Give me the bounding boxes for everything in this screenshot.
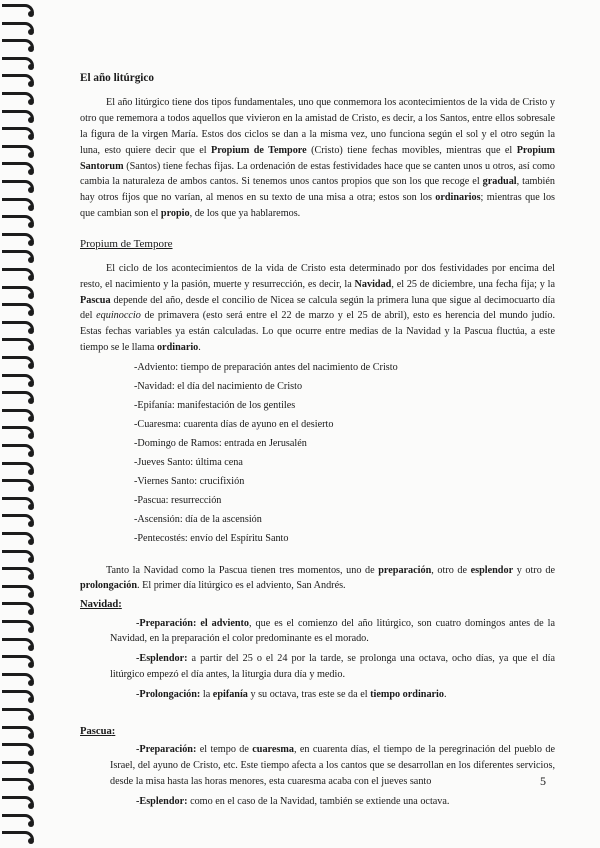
intro-paragraph: El año litúrgico tiene dos tipos fundamentales, uno que conmemora los acontecimientos de la vida de Cristo y otro que rememora a todos aquellos que vivieron en la amistad de Cristo, es decir, a los Santos, entre ellos sobresale la figura de la virgen María. Estos dos ciclos se dan a la misma vez, uno funciona según el sol y el otro según la luna, esto quiere decir que el Propium de Tempore (Cristo) tiene fechas movibles, mientras que el Propium Santorum (Santos) tiene fechas fijas. La ordenación de estas festividades hace que se canten unos u otros, así como cambia la naturaleza de ambos cantos. Si tenemos unos cantos propios que son los que recoge el gradual, también hay otros fijos que no varían, al menos en su texto de una misa a otra; estos son los ordinarios; mientras que los que cambian son el propio, de los que ya hablaremos. xyxy=(80,97,556,220)
list-item: -Ascensión: día de la ascensión xyxy=(134,514,262,526)
binding-coil xyxy=(2,585,34,594)
list-item: -Cuaresma: cuarenta días de ayuno en el desierto xyxy=(134,419,334,431)
binding-coil xyxy=(2,726,34,735)
binding-coil xyxy=(2,233,34,242)
binding-coil xyxy=(2,479,34,488)
moments-paragraph: Tanto la Navidad como la Pascua tienen tres momentos, uno de preparación, otro de esplendor y otro de prolongación. El primer día litúrgico es el adviento, San Andrés. xyxy=(80,564,556,592)
binding-coil xyxy=(2,110,34,119)
binding-coil xyxy=(2,198,34,207)
binding-coil xyxy=(2,180,34,189)
list-item: -Epifanía: manifestación de los gentiles xyxy=(134,399,296,411)
binding-coil xyxy=(2,655,34,664)
binding-coil xyxy=(2,74,34,83)
navidad-heading: Navidad: xyxy=(80,599,122,611)
list-item: -Domingo de Ramos: entrada en Jerusalén xyxy=(134,438,307,450)
binding-coil xyxy=(2,215,34,224)
festivities-list xyxy=(80,358,555,549)
list-item: -Pentecostés: envío del Espíritu Santo xyxy=(134,533,289,545)
binding-coil xyxy=(2,162,34,171)
pascua-esplendor: -Esplendor: como en el caso de la Navidad, también se extiende una octava. xyxy=(136,795,450,807)
spiral-binding xyxy=(0,0,36,848)
binding-coil xyxy=(2,22,34,31)
binding-coil xyxy=(2,268,34,277)
binding-coil xyxy=(2,620,34,629)
binding-coil xyxy=(2,514,34,523)
list-item: -Viernes Santo: crucifixión xyxy=(134,476,245,488)
binding-coil xyxy=(2,462,34,471)
binding-coil xyxy=(2,250,34,259)
binding-coil xyxy=(2,286,34,295)
list-item: -Adviento: tiempo de preparación antes del nacimiento de Cristo xyxy=(134,361,398,373)
navidad-esplendor: -Esplendor: a partir del 25 o el 24 por la tarde, se prolonga una octava, ocho días, ya que el día litúrgico empezó el día antes, la liturgia dura día y medio. xyxy=(110,653,555,681)
binding-coil xyxy=(2,57,34,66)
tempore-paragraph: El ciclo de los acontecimientos de la vida de Cristo esta determinado por dos festividades por encima del resto, el nacimiento y la pasión, muerte y resurrección, es decir, la Navidad, el 25 de diciembre, una fecha fija; y la Pascua depende del año, desde el concilio de Nicea se calcula según la primera luna que sigue al decimocuarto día del equinoccio de primavera (esto será entre el 22 de marzo y el 25 de abril), esto es herencia del mundo judío. Estas fechas variables ya están calculadas. Lo que ocurre entre medias de la Navidad y la Pascua fluctúa, a este tiempo se le llama ordinario. xyxy=(80,262,555,353)
binding-coil xyxy=(2,145,34,154)
navidad-prolongacion: -Prolongación: la epifanía y su octava, tras este se da el tiempo ordinario. xyxy=(136,688,447,700)
binding-coil xyxy=(2,690,34,699)
pascua-preparacion: -Preparación: el tempo de cuaresma, en cuarenta días, el tiempo de la peregrinación del pueblo de Israel, del ayuno de Cristo, etc. Este tiempo afecta a los cantos que se desarrollan en los diferentes servicios, desde la misa hasta las horas menores, esta cuaresma acaba con el jueves santo xyxy=(110,744,555,787)
binding-coil xyxy=(2,778,34,787)
pascua-heading: Pascua: xyxy=(80,725,116,737)
binding-coil xyxy=(2,796,34,805)
section-title-ano-liturgico: El año litúrgico xyxy=(80,72,154,84)
binding-coil xyxy=(2,708,34,717)
binding-coil xyxy=(2,602,34,611)
binding-coil xyxy=(2,127,34,136)
binding-coil xyxy=(2,761,34,770)
binding-coil xyxy=(2,338,34,347)
binding-coil xyxy=(2,356,34,365)
binding-coil xyxy=(2,391,34,400)
binding-coil xyxy=(2,831,34,840)
list-item: -Jueves Santo: última cena xyxy=(134,457,243,469)
binding-coil xyxy=(2,550,34,559)
binding-coil xyxy=(2,92,34,101)
list-item: -Navidad: el día del nacimiento de Cristo xyxy=(134,380,303,392)
binding-coil xyxy=(2,814,34,823)
binding-coil xyxy=(2,743,34,752)
list-item: -Pascua: resurrección xyxy=(134,495,222,507)
binding-coil xyxy=(2,444,34,453)
binding-coil xyxy=(2,497,34,506)
binding-coil xyxy=(2,321,34,330)
document-page xyxy=(80,70,555,813)
binding-coil xyxy=(2,532,34,541)
binding-coil xyxy=(2,4,34,13)
binding-coil xyxy=(2,39,34,48)
binding-coil xyxy=(2,567,34,576)
binding-coil xyxy=(2,303,34,312)
navidad-preparacion: -Preparación: el adviento, que es el comienzo del año litúrgico, son cuatro domingos antes de la Navidad, en la preparación el color predominante es el morado. xyxy=(110,617,555,645)
binding-coil xyxy=(2,673,34,682)
binding-coil xyxy=(2,409,34,418)
binding-coil xyxy=(2,638,34,647)
page-number: 5 xyxy=(540,774,546,788)
binding-coil xyxy=(2,426,34,435)
section-heading-tempore: Propium de Tempore xyxy=(80,237,173,250)
binding-coil xyxy=(2,374,34,383)
